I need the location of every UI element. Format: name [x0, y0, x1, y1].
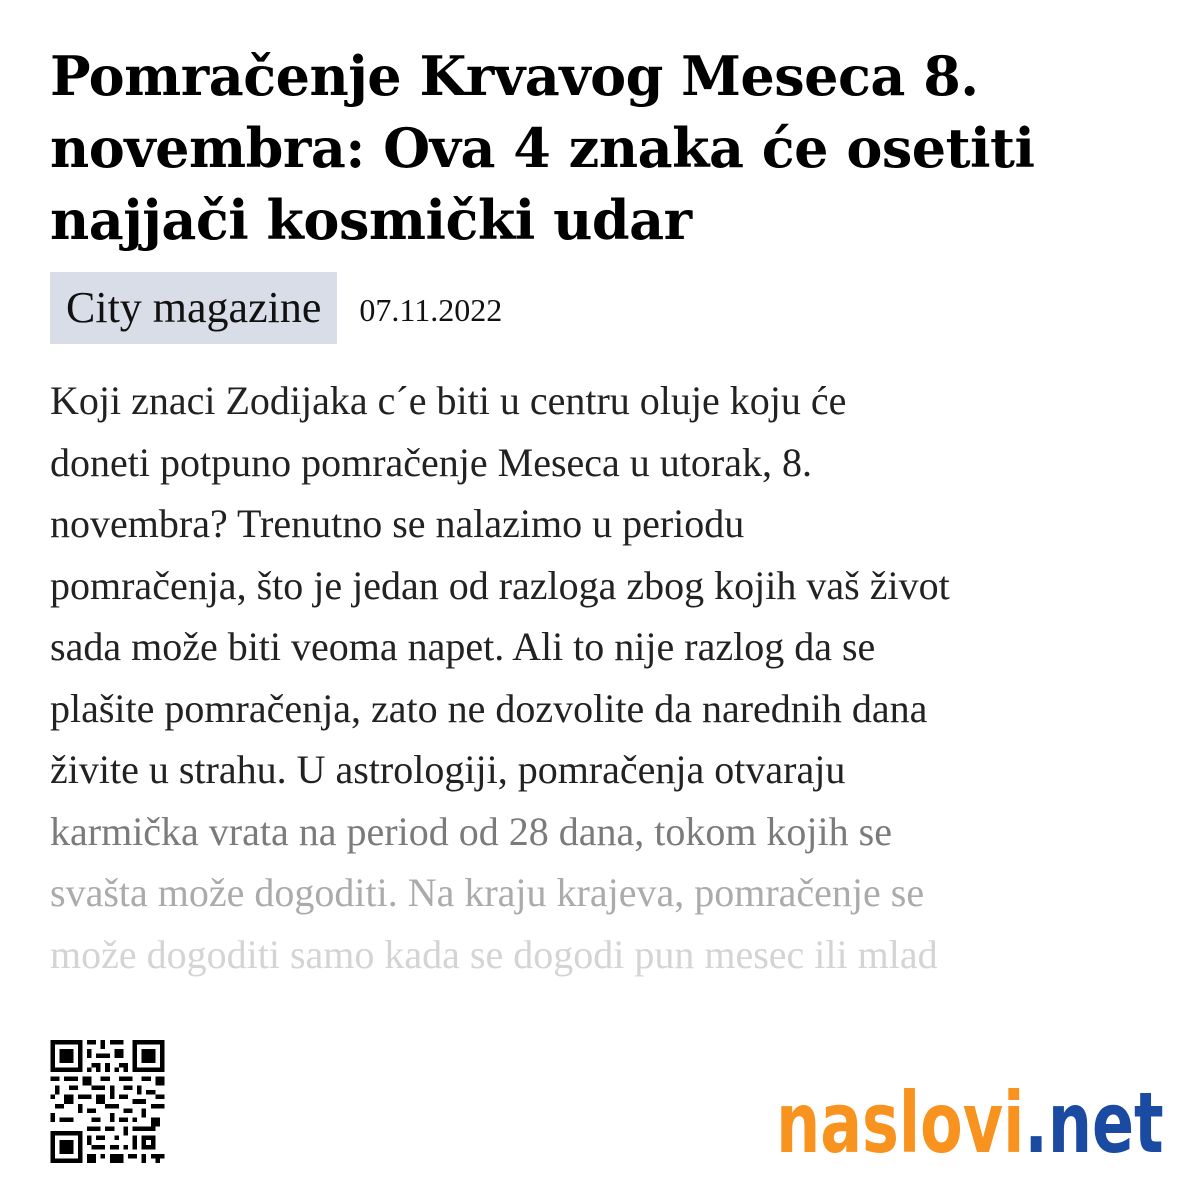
excerpt-line: živite u strahu. U astrologiji, pomračenja otvaraju — [50, 747, 846, 792]
excerpt-line-fading: karmička vrata na period od 28 dana, tokom kojih se — [50, 808, 892, 854]
source-badge[interactable]: City magazine — [50, 272, 337, 344]
qr-code-icon[interactable] — [50, 1040, 165, 1163]
excerpt-line: plašite pomračenja, zato ne dozvolite da narednih dana — [50, 685, 928, 731]
excerpt-line: novembra? Trenutno se nalazimo u periodu — [50, 501, 745, 546]
excerpt-line-fading: može dogoditi samo kada se dogodi pun mesec ili mlad — [50, 931, 938, 977]
excerpt-line-fading: svašta može dogoditi. Na kraju krajeva, pomračenje se — [50, 870, 925, 915]
excerpt-line: sada može biti veoma napet. Ali to nije razlog da se — [50, 624, 876, 669]
excerpt-line: doneti potpuno pomračenje Meseca u utorak, 8. — [50, 439, 812, 485]
excerpt-line: pomračenja, što je jedan od razloga zbog kojih vaš život — [50, 562, 950, 608]
article-card — [50, 40, 1160, 985]
publish-date: 07.11.2022 — [359, 292, 503, 328]
article-title[interactable]: Pomračenje Krvavog Meseca 8. novembra: Ova 4 znaka će osetiti najjači kosmički udar — [50, 44, 1035, 252]
logo-text-net: .net — [1024, 1074, 1164, 1172]
naslovi-logo[interactable] — [776, 1055, 1164, 1172]
article-meta — [50, 272, 1160, 344]
excerpt-line: Koji znaci Zodijaka c´e biti u centru oluje koju će — [50, 378, 847, 423]
logo-text-naslovi: naslovi — [776, 1074, 1025, 1172]
article-excerpt — [50, 370, 1160, 985]
